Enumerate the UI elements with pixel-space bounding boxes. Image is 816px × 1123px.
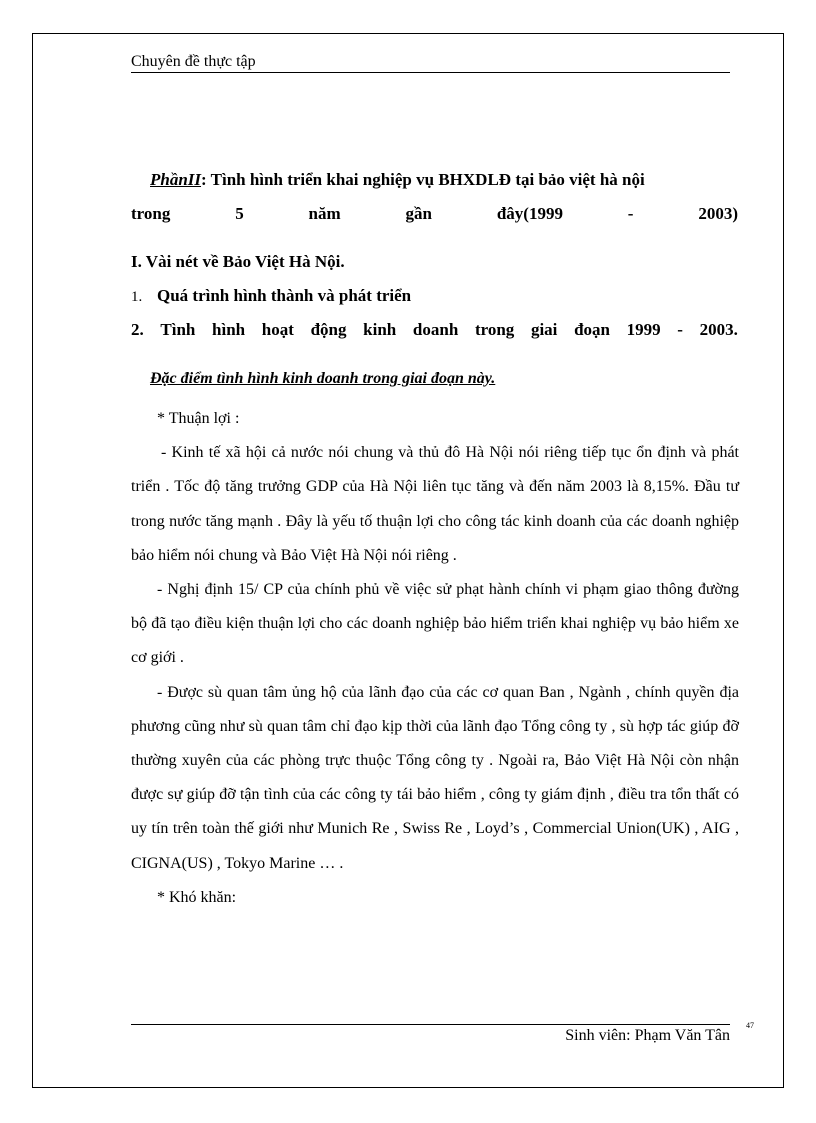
list-item-2 xyxy=(131,320,738,340)
list-word: doanh xyxy=(412,320,459,339)
list-word: - xyxy=(677,320,683,339)
list-number: 1. xyxy=(131,289,143,305)
paragraph-advantages-label: * Thuận lợi : xyxy=(157,410,240,427)
list-number: 2. xyxy=(131,320,144,339)
title-word: 5 xyxy=(235,204,244,223)
footer-rule xyxy=(131,1024,730,1025)
list-word: giai xyxy=(530,320,558,339)
footer-student: Sinh viên: Phạm Văn Tân xyxy=(565,1027,730,1044)
title-word: 2003) xyxy=(698,204,738,223)
list-word: hoạt xyxy=(261,320,294,339)
list-word: trong xyxy=(474,320,515,339)
title-line-1-text: : Tình hình triển khai nghiệp vụ BHXDLĐ tại bảo việt hà nội xyxy=(201,170,645,189)
title-word: gần xyxy=(405,204,432,223)
list-word: kinh xyxy=(363,320,397,339)
list-item-text: Quá trình hình thành và phát triển xyxy=(157,286,412,305)
section-heading: I. Vài nét về Bảo Việt Hà Nội. xyxy=(131,252,345,271)
list-word: đoạn xyxy=(574,320,610,339)
list-word: động xyxy=(310,320,347,339)
paragraph: - Nghị định 15/ CP của chính phủ về việc sử phạt hành chính vi phạm giao thông đường bộ đã tạo điều kiện thuận lợi cho các doanh nghiệp bảo hiểm triển khai nghiệp vụ bảo hiểm xe cơ giới . xyxy=(131,581,739,667)
paragraph-difficulties-label: * Khó khăn: xyxy=(157,888,237,906)
list-item-1 xyxy=(131,286,411,306)
paragraph: - Được sù quan tâm ủng hộ của lãnh đạo của các cơ quan Ban , Ngành , chính quyền địa phương cũng như sù quan tâm chỉ đạo kịp thời của lãnh đạo Tổng công ty , sù hợp tác giúp đỡ thường xuyên của các phòng trực thuộc Tổng công ty . Ngoài ra, Bảo Việt Hà Nội còn nhận được sự giúp đỡ tận tình của các công ty tái bảo hiểm , công ty giám định , điều tra tổn thất có uy tín trên toàn thế giới như Munich Re , Swiss Re , Loyd’s , Commercial Union(UK) , AIG , CIGNA(US) , Tokyo Marine … . xyxy=(131,683,739,872)
title-word: năm xyxy=(308,204,341,223)
page-number: 47 xyxy=(746,1021,754,1030)
part-title xyxy=(131,163,738,231)
paragraph: - Kinh tế xã hội cả nước nói chung và thủ đô Hà Nội nói riêng tiếp tục ổn định và phát triển . Tốc độ tăng trưởng GDP của Hà Nội liên tục tăng và đến năm 2003 là 8,15%. Đầu tư trong nước tăng mạnh . Đây là yếu tố thuận lợi cho công tác kinh doanh của các doanh nghiệp bảo hiểm nói chung và Bảo Việt Hà Nội nói riêng . xyxy=(131,444,739,564)
list-word: Tình xyxy=(160,320,196,339)
list-word: hình xyxy=(212,320,246,339)
title-word: - xyxy=(627,204,634,223)
list-word: 1999 xyxy=(626,320,661,339)
title-line-2 xyxy=(131,197,738,231)
title-line-1 xyxy=(131,163,738,197)
body-text xyxy=(131,402,739,915)
list-word: 2003. xyxy=(699,320,738,339)
subheading: Đặc điểm tình hình kinh doanh trong giai đoạn này. xyxy=(150,370,496,387)
title-word: trong xyxy=(131,204,171,223)
page-header: Chuyên đề thực tập xyxy=(131,52,730,73)
title-word: đây(1999 xyxy=(496,204,563,223)
title-lead: PhầnII xyxy=(150,170,202,189)
